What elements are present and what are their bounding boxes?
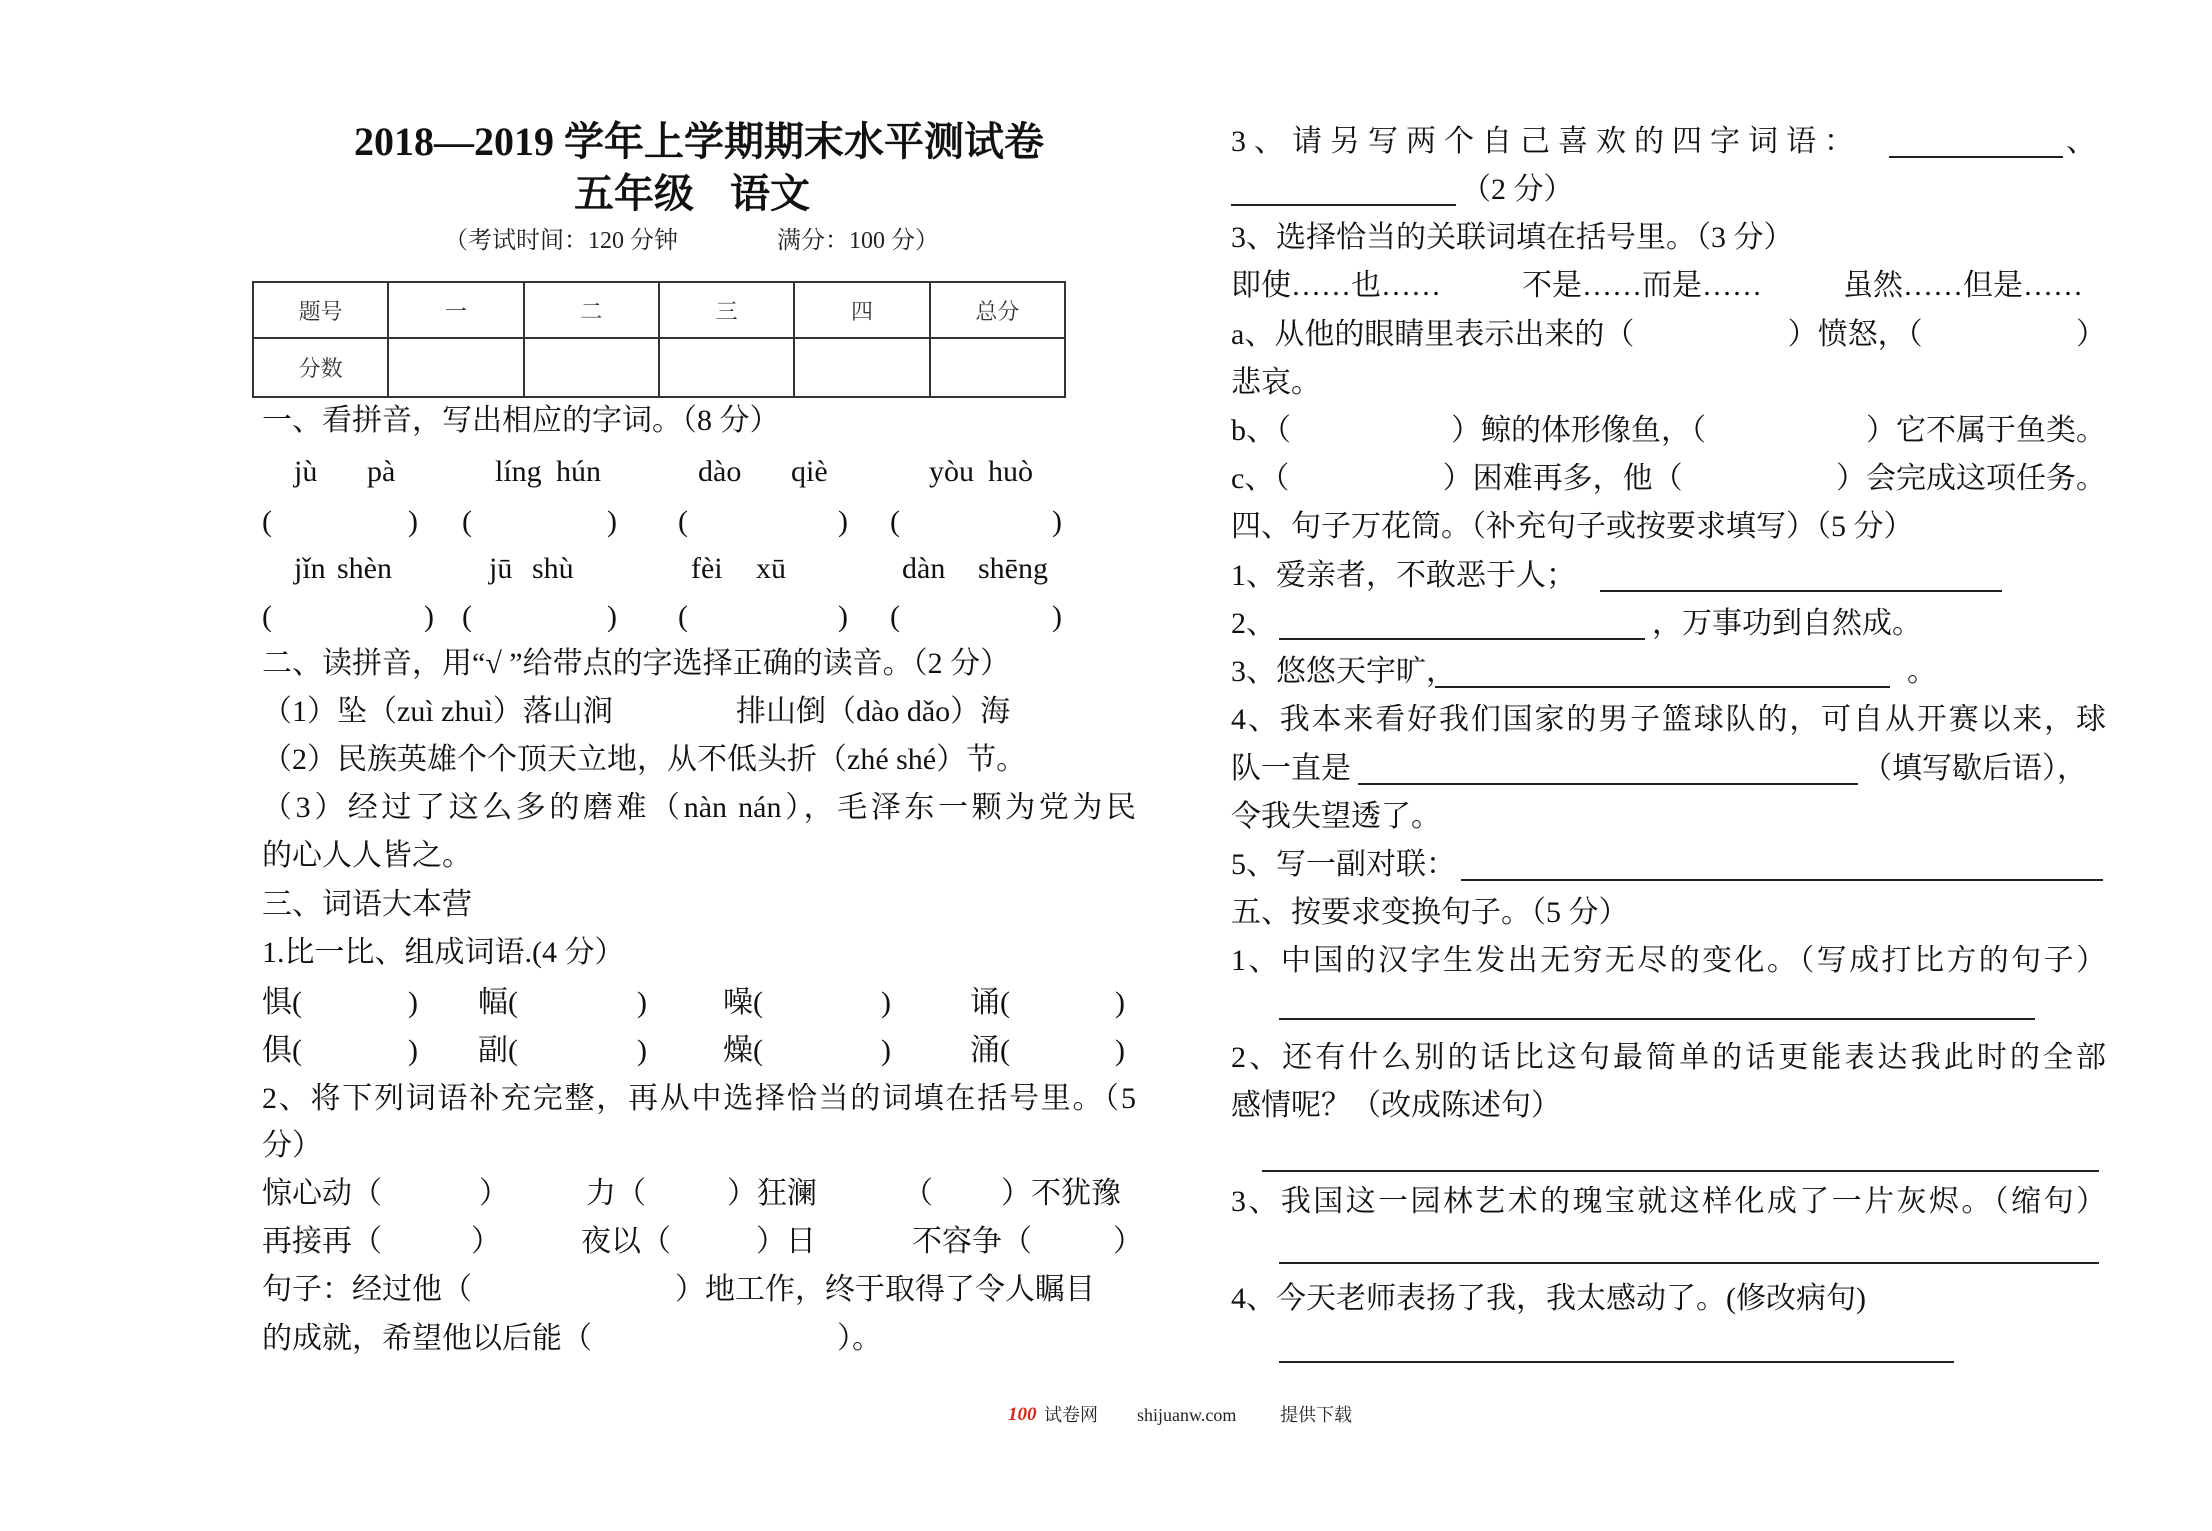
question-c-text: ）会完成这项任务。: [1835, 462, 2106, 495]
question-b-text: ）它不属于鱼类。: [1866, 414, 2106, 447]
section4-q5: 5、写一副对联：: [1231, 848, 1456, 881]
sentence-text: 的成就，希望他以后能（: [262, 1322, 592, 1355]
pinyin: xū: [756, 552, 786, 585]
bracket-open: (: [890, 505, 900, 538]
score-table-header-cell: 二: [524, 282, 659, 338]
score-row-label: 分数: [253, 338, 388, 397]
pinyin: pà: [367, 455, 396, 488]
bracket-close: ): [881, 1034, 891, 1067]
compare-word-blank: [262, 1035, 418, 1067]
bracket-close: ): [607, 505, 617, 538]
score-table-header-cell: 三: [659, 282, 794, 338]
section5-q2-line1: 2、还有什么别的话比这句最简单的话更能表达我此时的全部: [1231, 1042, 2106, 1074]
subject-label: 语文: [730, 171, 810, 216]
answer-blank: [262, 601, 434, 633]
answer-line: [1279, 1262, 2099, 1264]
section5-q2-line2: 感情呢？（改成陈述句）: [1231, 1089, 1561, 1122]
score-cell: [659, 338, 794, 397]
section4-q4-line2-prefix: 队一直是: [1231, 752, 1351, 785]
compare-char: 燥(: [723, 1034, 763, 1067]
answer-line: [1461, 879, 2103, 881]
pinyin: yòu: [929, 455, 974, 488]
bracket-close: ): [838, 505, 848, 538]
compare-char: 副(: [478, 1034, 518, 1067]
idiom-blank: [262, 1178, 509, 1210]
idiom-text: ）: [479, 1177, 509, 1210]
idiom-blank: [903, 1178, 1121, 1210]
question-c-text: c、（: [1231, 462, 1290, 495]
pinyin: dàn: [902, 552, 946, 585]
idiom-text: 再接再（: [262, 1225, 382, 1258]
bracket-open: (: [462, 505, 472, 538]
pinyin: shèn: [337, 552, 392, 585]
question-a-text: ）: [2075, 318, 2106, 351]
bracket-close: ): [838, 600, 848, 633]
score-table-header-cell: 一: [388, 282, 523, 338]
section4-heading: 四、句子万花筒。（补充句子或按要求填写）（5 分）: [1231, 510, 1914, 543]
answer-line: [1262, 1170, 2099, 1172]
answer-line: [1279, 1361, 1954, 1363]
section4-q4-line2-suffix: （填写歇后语），: [1862, 752, 2087, 785]
score-table-header-cell: 四: [794, 282, 929, 338]
answer-line: [1889, 156, 2063, 158]
answer-line: [1435, 686, 1890, 688]
section2-q3-line2: 的心人人皆之。: [262, 839, 472, 872]
score-cell: [524, 338, 659, 397]
compare-word-blank: [723, 987, 891, 1019]
section2-q2: （2）民族英雄个个顶天立地，从不低头折（zhé shé）节。: [262, 743, 1027, 776]
pinyin: fèi: [691, 552, 723, 585]
site-name: 试卷网: [1044, 1405, 1098, 1425]
answer-blank: [678, 506, 848, 538]
section3-q3-score: （2 分）: [1461, 173, 1574, 206]
bracket-open: (: [462, 600, 472, 633]
sentence-text: 句子：经过他（: [262, 1273, 472, 1306]
section1-heading: 一、看拼音，写出相应的字词。（8 分）: [262, 404, 780, 437]
answer-blank: [678, 601, 848, 633]
compare-word-blank: [723, 1035, 891, 1067]
bracket-open: (: [262, 600, 272, 633]
compare-char: 幅(: [478, 986, 518, 1019]
score-cell: [794, 338, 929, 397]
idiom-text: ）狂澜: [727, 1177, 817, 1210]
bracket-close: ): [1115, 986, 1125, 1019]
bracket-close: ): [1052, 505, 1062, 538]
bracket-close: ): [607, 600, 617, 633]
answer-line: [1279, 1018, 2035, 1020]
idiom-text: ）不犹豫: [1001, 1177, 1121, 1210]
bracket-open: (: [890, 600, 900, 633]
section2-q1-part1: （1）坠（zuì zhuì）落山涧: [262, 695, 613, 728]
bracket-open: (: [678, 505, 688, 538]
compare-word-blank: [970, 987, 1125, 1019]
bracket-close: ): [408, 505, 418, 538]
score-table-score-row: [253, 338, 1065, 397]
compare-char: 俱(: [262, 1034, 302, 1067]
pinyin: shù: [532, 552, 574, 585]
compare-word-blank: [478, 1035, 647, 1067]
pinyin: jǐn: [294, 552, 326, 585]
conjunction-option: 虽然……但是……: [1843, 269, 2083, 302]
section3-heading: 三、词语大本营: [262, 888, 472, 921]
idiom-text: 惊心动（: [262, 1177, 382, 1210]
idiom-text: 力（: [586, 1177, 646, 1210]
idiom-text: ）日: [756, 1225, 816, 1258]
bracket-close: ): [408, 986, 418, 1019]
section3-q1-heading: 1.比一比、组成词语.(4 分）: [262, 936, 625, 969]
answer-line: [1279, 638, 1645, 640]
score-table-header-row: [253, 282, 1065, 338]
section5-q3: 3、我国这一园林艺术的瑰宝就这样化成了一片灰烬。（缩句）: [1231, 1186, 2106, 1218]
idiom-blank: [586, 1178, 817, 1210]
section5-q4: 4、今天老师表扬了我，我太感动了。(修改病句): [1231, 1282, 1866, 1315]
score-table: [252, 281, 1066, 398]
score-table-header-cell: 题号: [253, 282, 388, 338]
idiom-text: ）: [471, 1225, 501, 1258]
question-a-line2: 悲哀。: [1231, 366, 1321, 399]
score-cell: [388, 338, 523, 397]
answer-line: [1600, 590, 2002, 592]
compare-word-blank: [970, 1035, 1125, 1067]
section3-q3-separator: 、: [2066, 125, 2096, 158]
question-a-text: ）愤怒，（: [1787, 318, 1923, 351]
bracket-close: ): [1052, 600, 1062, 633]
bracket-close: ): [637, 1034, 647, 1067]
section2-q3-line1: （3）经过了这么多的磨难（nàn nán），毛泽东一颗为党为民: [262, 792, 1136, 824]
idiom-text: ）: [1113, 1225, 1143, 1258]
bracket-close: ): [1115, 1034, 1125, 1067]
pinyin: líng: [495, 455, 542, 488]
pinyin: huò: [988, 455, 1033, 488]
section3-q2-heading-line1: 2、将下列词语补充完整，再从中选择恰当的词填在括号里。（5: [262, 1083, 1136, 1115]
site-domain: shijuanw.com: [1137, 1405, 1237, 1425]
section4-q2-prefix: 2、: [1231, 607, 1276, 640]
score-table-header-cell: 总分: [930, 282, 1065, 338]
answer-blank: [462, 601, 617, 633]
section5-q1: 1、中国的汉字生发出无穷无尽的变化。（写成打比方的句子）: [1231, 945, 2106, 977]
idiom-text: 不容争（: [912, 1225, 1032, 1258]
bracket-open: (: [262, 505, 272, 538]
bracket-close: ): [637, 986, 647, 1019]
bracket-close: ): [881, 986, 891, 1019]
sentence-text: ）地工作，终于取得了令人瞩目: [675, 1273, 1095, 1306]
idiom-text: （: [903, 1177, 933, 1210]
sentence-text: ）。: [837, 1322, 882, 1355]
exam-time-info: （考试时间：120 分钟: [444, 228, 678, 254]
compare-word-blank: [262, 987, 418, 1019]
download-note: 提供下载: [1280, 1405, 1352, 1425]
answer-blank: [262, 506, 418, 538]
answer-blank: [890, 506, 1062, 538]
question-b-line: [1231, 415, 2106, 447]
pinyin: jū: [489, 552, 513, 585]
section2-q1-part2: 排山倒（dào dǎo）海: [736, 695, 1011, 728]
idiom-blank: [581, 1226, 816, 1258]
compare-char: 诵(: [970, 986, 1010, 1019]
section4-q1: 1、爱亲者，不敢恶于人；: [1231, 559, 1576, 592]
section4-q4-line1: 4、我本来看好我们国家的男子篮球队的，可自从开赛以来，球: [1231, 704, 2106, 736]
section4-q3-prefix: 3、悠悠天宇旷，: [1231, 655, 1456, 688]
pinyin: hún: [556, 455, 601, 488]
score-cell: [930, 338, 1065, 397]
answer-blank: [462, 506, 617, 538]
section4-q3-suffix: 。: [1907, 655, 1937, 688]
question-c-line: [1231, 463, 2106, 495]
full-score-info: 满分：100 分）: [777, 228, 939, 254]
compare-char: 惧(: [262, 986, 302, 1019]
section4-q2-suffix: ，万事功到自然成。: [1652, 607, 1922, 640]
bracket-open: (: [678, 600, 688, 633]
pinyin: shēng: [978, 552, 1048, 585]
idiom-blank: [912, 1226, 1143, 1258]
bracket-close: ): [408, 1034, 418, 1067]
idiom-blank: [262, 1226, 501, 1258]
compare-char: 噪(: [723, 986, 763, 1019]
sentence-blank: [262, 1323, 882, 1355]
answer-line: [1231, 204, 1456, 206]
section4-q4-line3: 令我失望透了。: [1231, 800, 1441, 833]
exam-title: 2018—2019 学年上学期期末水平测试卷: [354, 119, 1044, 164]
sentence-blank: [262, 1274, 1095, 1306]
grade-label: 五年级: [574, 171, 694, 216]
compare-word-blank: [478, 987, 647, 1019]
section3-q4-heading: 3、选择恰当的关联词填在括号里。（3 分）: [1231, 221, 1794, 254]
pinyin: jù: [294, 455, 318, 488]
section2-heading: 二、读拼音，用“√ ”给带点的字选择正确的读音。（2 分）: [262, 647, 1011, 680]
bracket-close: ): [424, 600, 434, 633]
conjunction-option: 不是……而是……: [1522, 269, 1762, 302]
section5-heading: 五、按要求变换句子。（5 分）: [1231, 896, 1629, 929]
idiom-text: 夜以（: [581, 1225, 671, 1258]
answer-line: [1358, 783, 1858, 785]
pinyin: qiè: [791, 455, 828, 488]
section3-q2-heading-line2: 分）: [262, 1129, 322, 1162]
question-b-text: b、（: [1231, 414, 1291, 447]
site-logo: 100: [1008, 1404, 1037, 1425]
question-c-text: ）困难再多，他（: [1442, 462, 1683, 495]
compare-char: 涌(: [970, 1034, 1010, 1067]
pinyin: dào: [698, 455, 742, 488]
question-a-text: a、从他的眼睛里表示出来的（: [1231, 318, 1635, 351]
answer-blank: [890, 601, 1062, 633]
conjunction-option: 即使……也……: [1231, 269, 1441, 302]
question-a-line: [1231, 319, 2106, 351]
question-b-text: ）鲸的体形像鱼，（: [1451, 414, 1706, 447]
section3-q3-heading: 3、请另写两个自己喜欢的四字词语：: [1231, 125, 1862, 158]
